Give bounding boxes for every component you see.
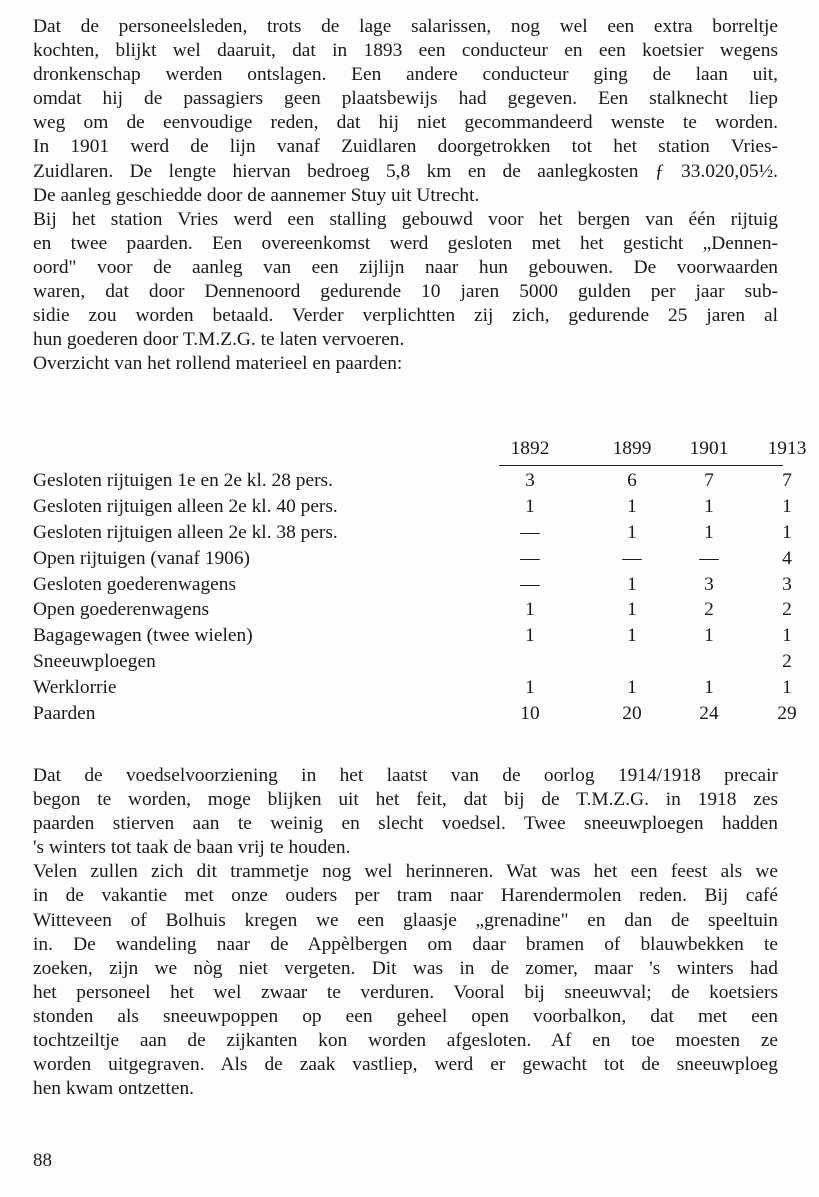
text-line: oord" voor de aanleg van een zijlijn naar hun gebouwen. De voorwaarden	[33, 256, 778, 278]
table-cell: 24	[699, 703, 719, 725]
paragraph-intro	[33, 15, 778, 376]
row-label: Open rijtuigen (vanaf 1906)	[33, 547, 250, 569]
table-header	[33, 438, 807, 462]
text-line: waren, dat door Dennenoord gedurende 10 jaren 5000 gulden per jaar sub-	[33, 281, 778, 303]
text-line: in. De wandeling naar de Appèlbergen om daar bramen of blauwbekken te	[33, 933, 778, 955]
table-row	[33, 572, 792, 598]
table-row	[33, 597, 792, 623]
table-cell: 6	[627, 470, 637, 491]
table-cell: 1	[704, 495, 714, 517]
text-line: paarden stierven aan te weinig en slecht voedsel. Twee sneeuwploegen hadden	[33, 813, 778, 835]
table-row	[33, 649, 792, 675]
table-cell: 1	[525, 599, 535, 621]
text-line: in de vakantie met onze ouders per tram naar Harendermolen reden. Bij café	[33, 885, 778, 907]
text-line: dronkenschap werden ontslagen. Een andere conducteur ging de laan uit,	[33, 64, 778, 86]
text-line: worden uitgegraven. Als de zaak vastliep, werd er gewacht tot de sneeuwploeg	[33, 1054, 778, 1076]
text-line: hun goederen door T.M.Z.G. te laten vervoeren.	[33, 329, 405, 351]
table-cell: —	[622, 547, 642, 569]
row-label: Bagagewagen (twee wielen)	[33, 625, 253, 647]
text-line: zoeken, zijn we nòg niet vergeten. Dit was in de zomer, maar 's winters had	[33, 957, 778, 979]
table-cell: —	[520, 573, 540, 595]
text-line: Velen zullen zich dit trammetje nog wel herinneren. Wat was het een feest als we	[33, 861, 778, 883]
table-row	[33, 546, 792, 572]
text-line: De aanleg geschiedde door de aannemer Stuy uit Utrecht.	[33, 184, 480, 206]
text-line: Dat de voedselvoorziening in het laatst van de oorlog 1914/1918 precair	[33, 765, 778, 786]
row-label: Paarden	[33, 703, 96, 725]
table-row	[33, 494, 792, 520]
row-label: Open goederenwagens	[33, 599, 210, 621]
row-label: Gesloten rijtuigen alleen 2e kl. 40 pers.	[33, 495, 338, 517]
table-cell: 3	[782, 573, 792, 595]
table-cell: 1	[627, 625, 637, 647]
table-cell: 7	[782, 470, 792, 491]
table-cell: 20	[622, 703, 642, 725]
table-cell: 1	[627, 573, 637, 595]
year-header: 1899	[612, 438, 652, 459]
row-label: Werklorrie	[33, 677, 117, 699]
table-cell: 1	[627, 599, 637, 621]
text-line: Bij het station Vries werd een stalling gebouwd voor het bergen van één rijtuig	[33, 208, 778, 230]
table-cell: 1	[627, 677, 637, 699]
row-label: Gesloten goederenwagens	[33, 573, 236, 595]
table-cell: 1	[525, 495, 535, 517]
text-line: 's winters tot taak de baan vrij te houden.	[33, 837, 351, 859]
page-number: 88	[33, 1150, 52, 1171]
table-cell: 2	[704, 599, 714, 621]
table-cell: —	[699, 547, 719, 569]
text-line: Dat de personeelsleden, trots de lage salarissen, nog wel een extra borreltje	[33, 16, 778, 37]
table-row	[33, 623, 792, 649]
text-line: en twee paarden. Een overeenkomst werd gesloten met het gesticht „Dennen-	[33, 232, 778, 254]
text-line: In 1901 werd de lijn vanaf Zuidlaren doorgetrokken tot het station Vries-	[33, 136, 778, 158]
text-line: Zuidlaren. De lengte hiervan bedroeg 5,8 km en de aanlegkosten ƒ 33.020,05½.	[33, 160, 778, 182]
table-row	[33, 520, 792, 546]
table-row	[33, 468, 792, 494]
table-cell: 3	[525, 470, 535, 491]
text-line: omdat hij de passagiers geen plaatsbewijs had gegeven. Een stalknecht liep	[33, 88, 778, 110]
table-cell: 1	[525, 677, 535, 699]
text-line: Witteveen of Bolhuis kregen we een glaasje „grenadine" en dan de speeltuin	[33, 909, 778, 931]
text-line: kochten, blijkt wel daaruit, dat in 1893 een conducteur en een koetsier wegens	[33, 40, 778, 62]
year-header: 1892	[510, 438, 550, 459]
table-cell: 1	[627, 521, 637, 543]
table-cell: 1	[627, 495, 637, 517]
table-cell: 1	[782, 521, 792, 543]
table-cell: 7	[704, 470, 714, 491]
table-cell: 1	[704, 521, 714, 543]
table-cell: 1	[704, 677, 714, 699]
row-label: Gesloten rijtuigen alleen 2e kl. 38 pers.	[33, 521, 338, 543]
text-line: Overzicht van het rollend materieel en paarden:	[33, 353, 403, 375]
table-row	[33, 701, 797, 727]
table-cell: 3	[704, 573, 714, 595]
table-row	[33, 675, 792, 701]
paragraph-memories	[33, 764, 778, 1101]
table-cell: 2	[782, 651, 792, 673]
table-cell: 29	[777, 703, 797, 725]
table-cell: 1	[704, 625, 714, 647]
rolling-stock-table	[33, 438, 807, 725]
table-cell: 1	[525, 625, 535, 647]
text-line: tochtzeiltje aan de zijkanten kon worden afgesloten. Af en toe moesten ze	[33, 1030, 778, 1052]
row-label: Gesloten rijtuigen 1e en 2e kl. 28 pers.	[33, 470, 333, 491]
year-header: 1901	[689, 438, 729, 459]
header-rule	[499, 465, 783, 466]
year-header: 1913	[767, 438, 807, 459]
table-cell: 1	[782, 677, 792, 699]
row-label: Sneeuwploegen	[33, 651, 156, 673]
text-line: het personeel het wel zwaar te verduren. Vooral bij sneeuwval; de koetsiers	[33, 981, 778, 1003]
table-cell: 2	[782, 599, 792, 621]
table-body	[33, 468, 797, 727]
table-cell: —	[520, 521, 540, 543]
text-line: begon te worden, moge blijken uit het feit, dat bij de T.M.Z.G. in 1918 zes	[33, 789, 778, 811]
table-cell: 4	[782, 547, 792, 569]
table-cell: 1	[782, 625, 792, 647]
table-cell: —	[520, 547, 540, 569]
table-cell: 1	[782, 495, 792, 517]
text-line: hen kwam ontzetten.	[33, 1078, 194, 1100]
table-cell: 10	[520, 703, 540, 725]
text-line: stonden als sneeuwpoppen op een geheel open voorbalkon, dat met een	[33, 1005, 778, 1027]
text-line: sidie zou worden betaald. Verder verplichtten zij zich, gedurende 25 jaren al	[33, 305, 778, 327]
text-line: weg om de eenvoudige reden, dat hij niet gecommandeerd wenste te worden.	[33, 112, 778, 134]
